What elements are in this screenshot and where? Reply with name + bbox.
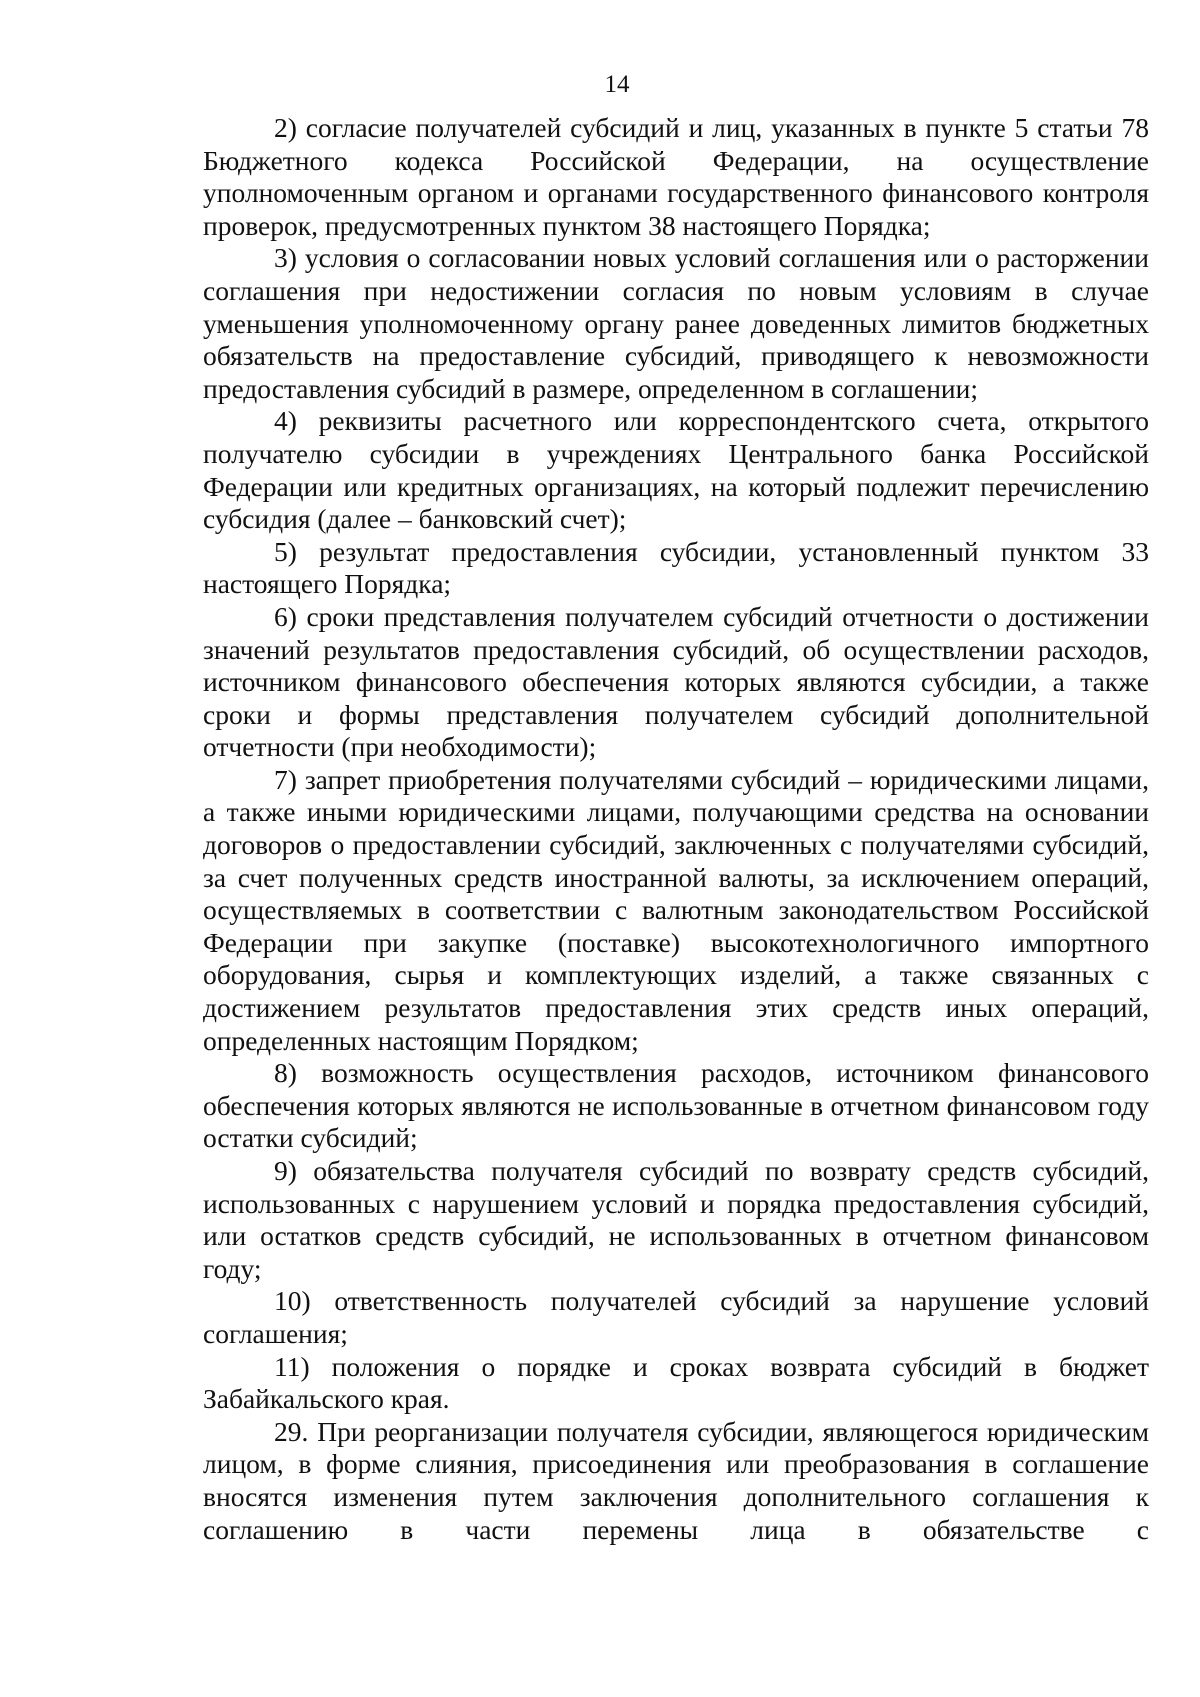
paragraph-item-6: 6) сроки представления получателем субсидий отчетности о достижении значений результатов предоставления субсидий, об осуществлении расходов, источником финансового обеспечения которых являются субсидии, а также сроки и формы представления получателем субсидий дополнительной отчетности (при необходимости); [203, 600, 1149, 763]
paragraph-section-29: 29. При реорганизации получателя субсидии, являющегося юридическим лицом, в форме слияния, присоединения или преобразования в соглашение вносятся изменения путем заключения дополнительного соглашения к соглашению в части перемены лица в обязательстве с [203, 1415, 1149, 1545]
paragraph-item-5: 5) результат предоставления субсидии, установленный пунктом 33 настоящего Порядка; [203, 535, 1149, 600]
paragraph-item-10: 10) ответственность получателей субсидий за нарушение условий соглашения; [203, 1285, 1149, 1349]
paragraph-item-4: 4) реквизиты расчетного или корреспондентского счета, открытого получателю субсидии в учреждениях Центрального банка Российской Федерации или кредитных организациях, на который подлежит перечислению субсидия (далее – банковский счет); [203, 405, 1149, 535]
paragraph-item-7: 7) запрет приобретения получателями субсидий – юридическими лицами, а также иными юридическими лицами, получающими средства на основании договоров о предоставлении субсидий, заключенных с получателями субсидий, за счет полученных средств иностранной валюты, за исключением операций, осуществляемых в соответствии с валютным законодательством Российской Федерации при закупке (поставке) высокотехнологичного импортного оборудования, сырья и комплектующих изделий, а также связанных с достижением результатов предоставления этих средств иных операций, определенных настоящим Порядком; [203, 763, 1149, 1056]
paragraph-item-11: 11) положения о порядке и сроках возврата субсидий в бюджет Забайкальского края. [203, 1350, 1149, 1415]
page-number: 14 [604, 71, 630, 98]
paragraph-item-8: 8) возможность осуществления расходов, источником финансового обеспечения которых являются не использованные в отчетном финансовом году остатки субсидий; [203, 1057, 1149, 1154]
paragraph-item-9: 9) обязательства получателя субсидий по возврату средств субсидий, использованных с нарушением условий и порядка предоставления субсидий, или остатков средств субсидий, не использованных в отчетном финансовом году; [203, 1155, 1149, 1284]
paragraph-item-2: 2) согласие получателей субсидий и лиц, указанных в пункте 5 статьи 78 Бюджетного кодекса Российской Федерации, на осуществление уполномоченным органом и органами государственного финансового контроля проверок, предусмотренных пунктом 38 настоящего Порядка; [203, 112, 1149, 241]
document-body [203, 112, 1149, 1546]
paragraph-item-3: 3) условия о согласовании новых условий соглашения или о расторжении соглашения при недостижении согласия по новым условиям в случае уменьшения уполномоченному органу ранее доведенных лимитов бюджетных обязательств на предоставление субсидий, приводящего к невозможности предоставления субсидий в размере, определенном в соглашении; [203, 242, 1149, 404]
